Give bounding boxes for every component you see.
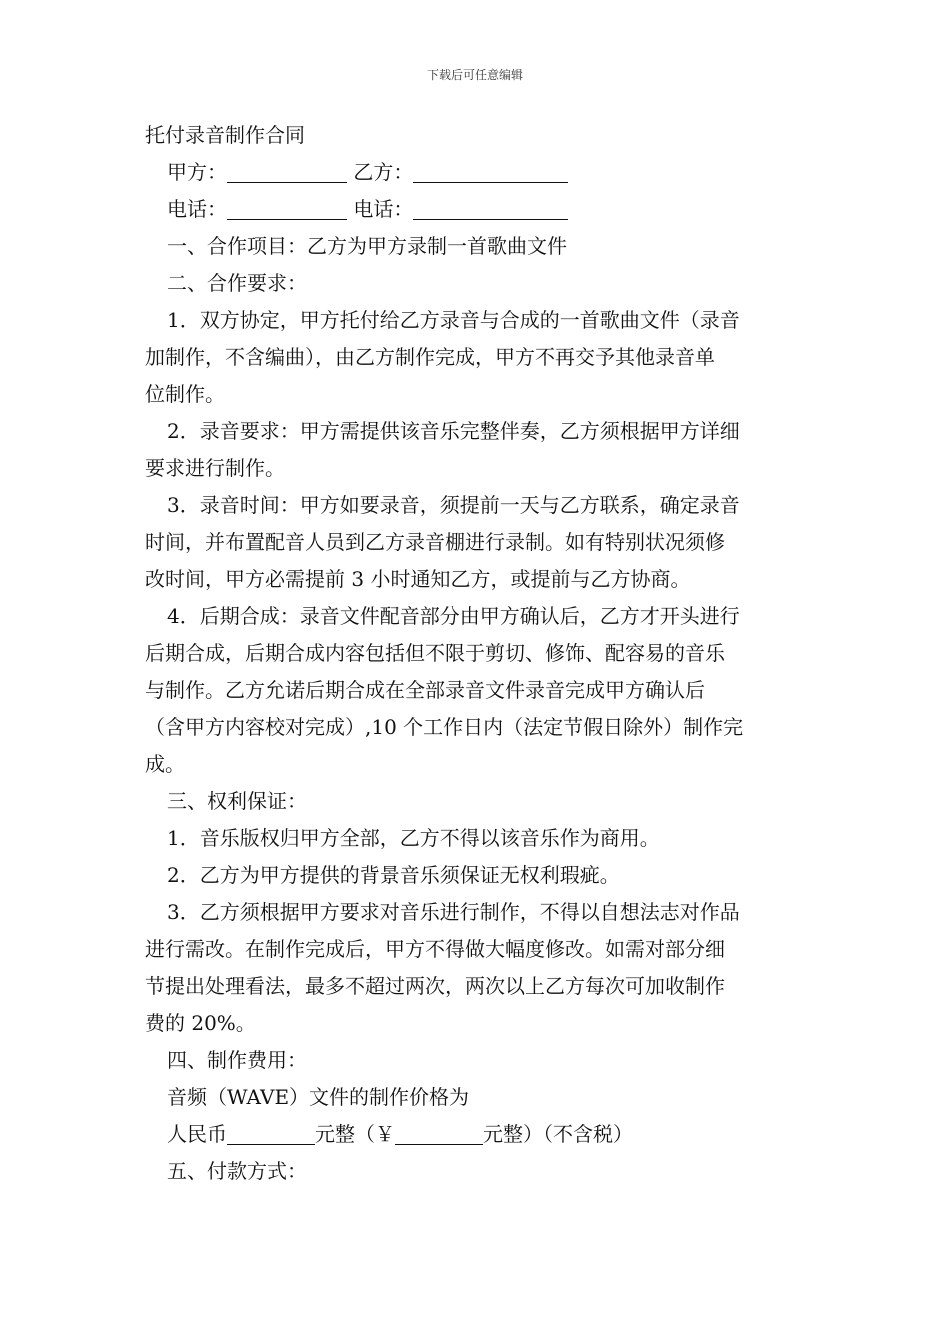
clause-2-2-line-2: 要求进行制作。 <box>145 456 285 480</box>
clause-2-1-line-3: 位制作。 <box>145 382 225 406</box>
clause-2-4-line-1: 4．后期合成：录音文件配音部分由甲方确认后，乙方才开头进行 <box>167 604 740 628</box>
party-a-label: 甲方： <box>167 160 227 184</box>
section-3-heading: 三、权利保证： <box>167 789 307 813</box>
section-1: 一、合作项目：乙方为甲方录制一首歌曲文件 <box>167 234 567 258</box>
section-5-heading: 五、付款方式： <box>167 1159 307 1183</box>
clause-2-3-line-1: 3．录音时间：甲方如要录音，须提前一天与乙方联系，确定录音 <box>167 493 740 517</box>
clause-3-3-line-3: 节提出处理看法，最多不超过两次，两次以上乙方每次可加收制作 <box>145 974 725 998</box>
rmb-label: 人民币 <box>167 1122 227 1146</box>
clause-2-3-line-2: 时间，并布置配音人员到乙方录音棚进行录制。如有特别状况须修 <box>145 530 725 554</box>
phone-a-label: 电话： <box>167 197 227 221</box>
phone-line <box>145 191 810 228</box>
clause-3-3-line-1: 3．乙方须根据甲方要求对音乐进行制作，不得以自想法志对作品 <box>167 900 740 924</box>
clause-2-4-line-4: （含甲方内容校对完成）,10 个工作日内（法定节假日除外）制作完 <box>145 715 744 739</box>
clause-3-3-line-4: 费的 20%。 <box>145 1011 256 1035</box>
section-2-heading: 二、合作要求： <box>167 271 307 295</box>
clause-2-3-line-3: 改时间，甲方必需提前 3 小时通知乙方，或提前与乙方协商。 <box>145 567 691 591</box>
party-line <box>145 154 810 191</box>
clause-2-4-line-5: 成。 <box>145 752 185 776</box>
clause-2-4-line-2: 后期合成，后期合成内容包括但不限于剪切、修饰、配容易的音乐 <box>145 641 725 665</box>
clause-3-1: 1．音乐版权归甲方全部，乙方不得以该音乐作为商用。 <box>167 826 660 850</box>
contract-title: 托付录音制作合同 <box>145 123 305 147</box>
clause-3-2: 2．乙方为甲方提供的背景音乐须保证无权利瑕疵。 <box>167 863 620 887</box>
clause-2-2-line-1: 2．录音要求：甲方需提供该音乐完整伴奏，乙方须根据甲方详细 <box>167 419 740 443</box>
phone-b-label: 电话： <box>353 197 414 221</box>
phone-a-field[interactable] <box>227 197 347 220</box>
contract-body <box>145 117 810 1190</box>
clause-3-3-line-2: 进行需改。在制作完成后，甲方不得做大幅度修改。如需对部分细 <box>145 937 725 961</box>
yen-amount-field[interactable] <box>395 1122 483 1145</box>
tax-note: 元整）（不含税） <box>483 1122 633 1146</box>
party-b-field[interactable] <box>413 160 568 183</box>
fee-amount-line <box>145 1116 810 1153</box>
phone-b-field[interactable] <box>413 197 568 220</box>
party-a-field[interactable] <box>227 160 347 183</box>
yuan-label: 元整（￥ <box>315 1122 395 1146</box>
clause-2-1-line-2: 加制作，不含编曲），由乙方制作完成，甲方不再交予其他录音单 <box>145 345 715 369</box>
party-b-label: 乙方： <box>353 160 414 184</box>
page-header: 下载后可任意编辑 <box>426 68 523 82</box>
clause-2-4-line-3: 与制作。乙方允诺后期合成在全部录音文件录音完成甲方确认后 <box>145 678 705 702</box>
clause-2-1-line-1: 1．双方协定，甲方托付给乙方录音与合成的一首歌曲文件（录音 <box>167 308 740 332</box>
rmb-amount-field[interactable] <box>227 1122 315 1145</box>
fee-description: 音频（WAVE）文件的制作价格为 <box>167 1085 470 1109</box>
section-4-heading: 四、制作费用： <box>167 1048 307 1072</box>
